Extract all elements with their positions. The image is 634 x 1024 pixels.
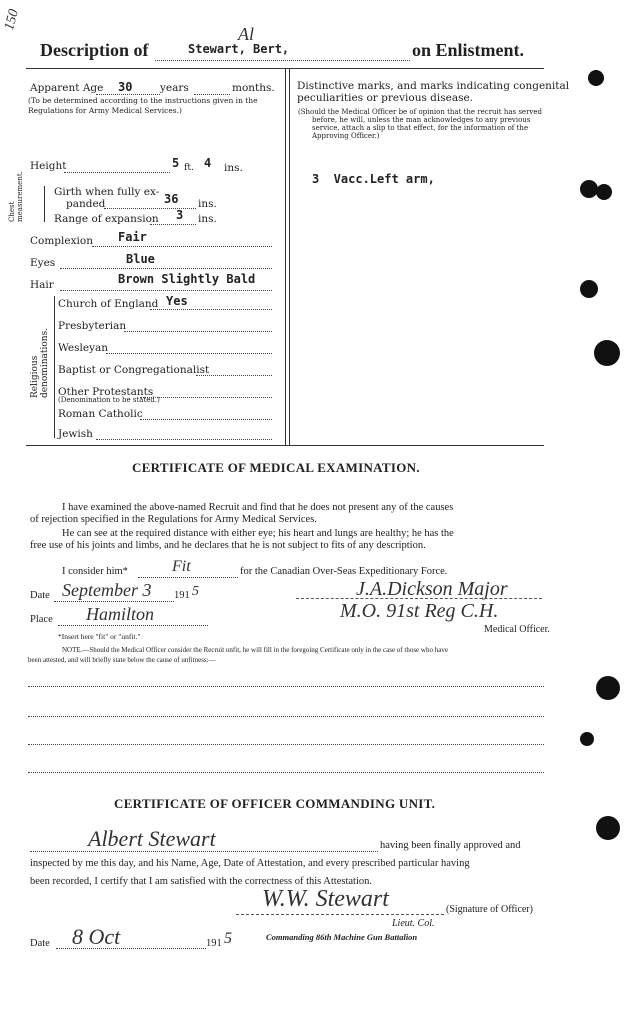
date-year-prefix: 191 <box>174 590 190 601</box>
insert-note: *Insert here "fit" or "unfit." <box>58 632 141 641</box>
marks-note-3: service, attach a slip to that effect, for the information of the <box>312 124 529 132</box>
officer-date-label: Date <box>30 938 50 949</box>
height-label: Height <box>30 160 67 172</box>
religion-jewish: Jewish <box>58 428 93 440</box>
column-divider-2 <box>289 68 290 446</box>
date-label: Date <box>30 590 50 601</box>
range-value: 3 <box>176 208 184 222</box>
unfit-line-3 <box>28 744 544 745</box>
religion-church-value: Yes <box>166 294 188 308</box>
punch-hole <box>580 732 594 746</box>
height-in-value: 4 <box>204 156 212 170</box>
religion-presbyterian: Presbyterian <box>58 320 127 332</box>
religion-baptist: Baptist or Congregationalist <box>58 364 210 376</box>
officer-signature: W.W. Stewart <box>262 886 389 912</box>
place-label: Place <box>30 614 53 625</box>
title-right: on Enlistment. <box>412 40 525 60</box>
age-note: (To be determined according to the instructions given in the Regulations for Army Medical Services.) <box>28 96 258 115</box>
girth-label-2: panded <box>66 198 106 210</box>
punch-hole <box>594 340 620 366</box>
marks-title-1: Distinctive marks, and marks indicating congenital <box>297 80 570 92</box>
medical-para2-line2: free use of his joints and limbs, and he declares that he is not subject to fits of any description. <box>30 540 426 551</box>
religion-roman-catholic: Roman Catholic <box>58 408 143 420</box>
punch-hole <box>588 70 604 86</box>
age-value: 30 <box>118 80 133 94</box>
marks-value: 3 Vacc.Left arm, <box>312 172 435 186</box>
column-divider <box>285 68 286 446</box>
marks-title-2: peculiarities or previous disease. <box>297 92 474 104</box>
date-value: September 3 <box>62 580 152 600</box>
margin-note: 150 <box>2 7 22 32</box>
religion-other-protestants: Other Protestants <box>58 386 154 398</box>
medical-signature-2: M.O. 91st Reg C.H. <box>340 600 499 622</box>
marks-note-4: Approving Officer.) <box>312 132 380 140</box>
hair-label: Hair <box>30 279 54 291</box>
complexion-label: Complexion <box>30 235 93 247</box>
officer-recruit-name: Albert Stewart <box>88 826 216 851</box>
officer-commanding: Commanding 86th Machine Gun Battalion <box>266 932 418 942</box>
medical-signature-1: J.A.Dickson Major <box>356 578 508 600</box>
officer-date-value: 8 Oct <box>72 924 121 949</box>
recruit-name: Stewart, Bert, <box>188 42 290 56</box>
unfit-line-1 <box>28 686 544 687</box>
officer-sig-label: (Signature of Officer) <box>446 904 534 915</box>
girth-label-1: Girth when fully ex- <box>54 186 160 198</box>
place-value: Hamilton <box>86 604 155 624</box>
age-label: Apparent Age <box>30 82 104 94</box>
punch-hole <box>596 676 620 700</box>
girth-value: 36 <box>164 192 179 206</box>
years-label: years <box>160 82 189 94</box>
officer-line1-post: having been finally approved and <box>380 840 521 851</box>
punch-hole <box>596 184 612 200</box>
medical-para2-line1: He can see at the required distance with either eye; his heart and lungs are healthy; he has the <box>62 528 454 539</box>
officer-line2: inspected by me this day, and his Name, Age, Date of Attestation, and every prescribed particular having <box>30 858 470 869</box>
height-ft-value: 5 <box>172 156 180 170</box>
unfit-line-4 <box>28 772 544 773</box>
complexion-value: Fair <box>118 230 147 244</box>
consider-post: for the Canadian Over-Seas Expeditionary Force. <box>240 566 448 577</box>
other-prot-note: (Denomination to be stated.) <box>58 396 160 404</box>
consider-value: Fit <box>172 558 191 575</box>
range-ins: ins. <box>198 213 217 225</box>
officer-year-suffix: 5 <box>224 930 232 947</box>
punch-hole <box>596 816 620 840</box>
marks-note-2: before, he will, unless the man acknowledges to any previous <box>312 116 531 124</box>
eyes-value: Blue <box>126 252 155 266</box>
range-label: Range of expansion <box>54 213 159 225</box>
religion-wesleyan: Wesleyan <box>58 342 109 354</box>
consider-pre: I consider him* <box>62 566 128 577</box>
medical-heading: CERTIFICATE OF MEDICAL EXAMINATION. <box>132 460 420 475</box>
marks-note-1: (Should the Medical Officer be of opinion that the recruit has served <box>298 108 542 116</box>
officer-line3: been recorded, I certify that I am satisfied with the correctness of this Attestation. <box>30 876 373 887</box>
religion-church-of-england: Church of England <box>58 298 159 310</box>
name-correction: Al <box>238 24 254 44</box>
height-ins-label: ins. <box>224 162 243 174</box>
medical-para1-line2: of rejection specified in the Regulations for Army Medical Services. <box>30 514 317 525</box>
officer-heading: CERTIFICATE OF OFFICER COMMANDING UNIT. <box>114 796 436 811</box>
hair-value: Brown Slightly Bald <box>118 272 256 286</box>
nota-line-2: been attested, and will briefly state below the cause of unfitness:— <box>28 656 216 664</box>
name-line <box>155 60 410 61</box>
medical-para1-line1: I have examined the above-named Recruit and find that he does not present any of the causes <box>62 502 454 513</box>
chest-brace <box>44 186 45 222</box>
punch-hole <box>580 280 598 298</box>
medical-officer-title: Medical Officer. <box>484 624 550 635</box>
title-left: Description of <box>40 40 149 60</box>
chest-side-label: Chest measurement. <box>8 171 24 222</box>
ft-label: ft. <box>184 163 194 173</box>
unfit-line-2 <box>28 716 544 717</box>
date-year-suffix: 5 <box>192 584 199 599</box>
girth-ins: ins. <box>198 198 217 210</box>
eyes-label: Eyes <box>30 257 56 269</box>
officer-rank: Lieut. Col. <box>392 918 435 929</box>
officer-year-prefix: 191 <box>206 938 222 949</box>
religion-brace <box>54 296 55 438</box>
months-label: months. <box>232 82 275 94</box>
nota-line-1: NOTE.—Should the Medical Officer consider the Recruit unfit, he will fill in the foregoing Certificate only in the case of those who have <box>62 646 448 654</box>
religion-side-label: Religious denominations. <box>30 327 50 398</box>
